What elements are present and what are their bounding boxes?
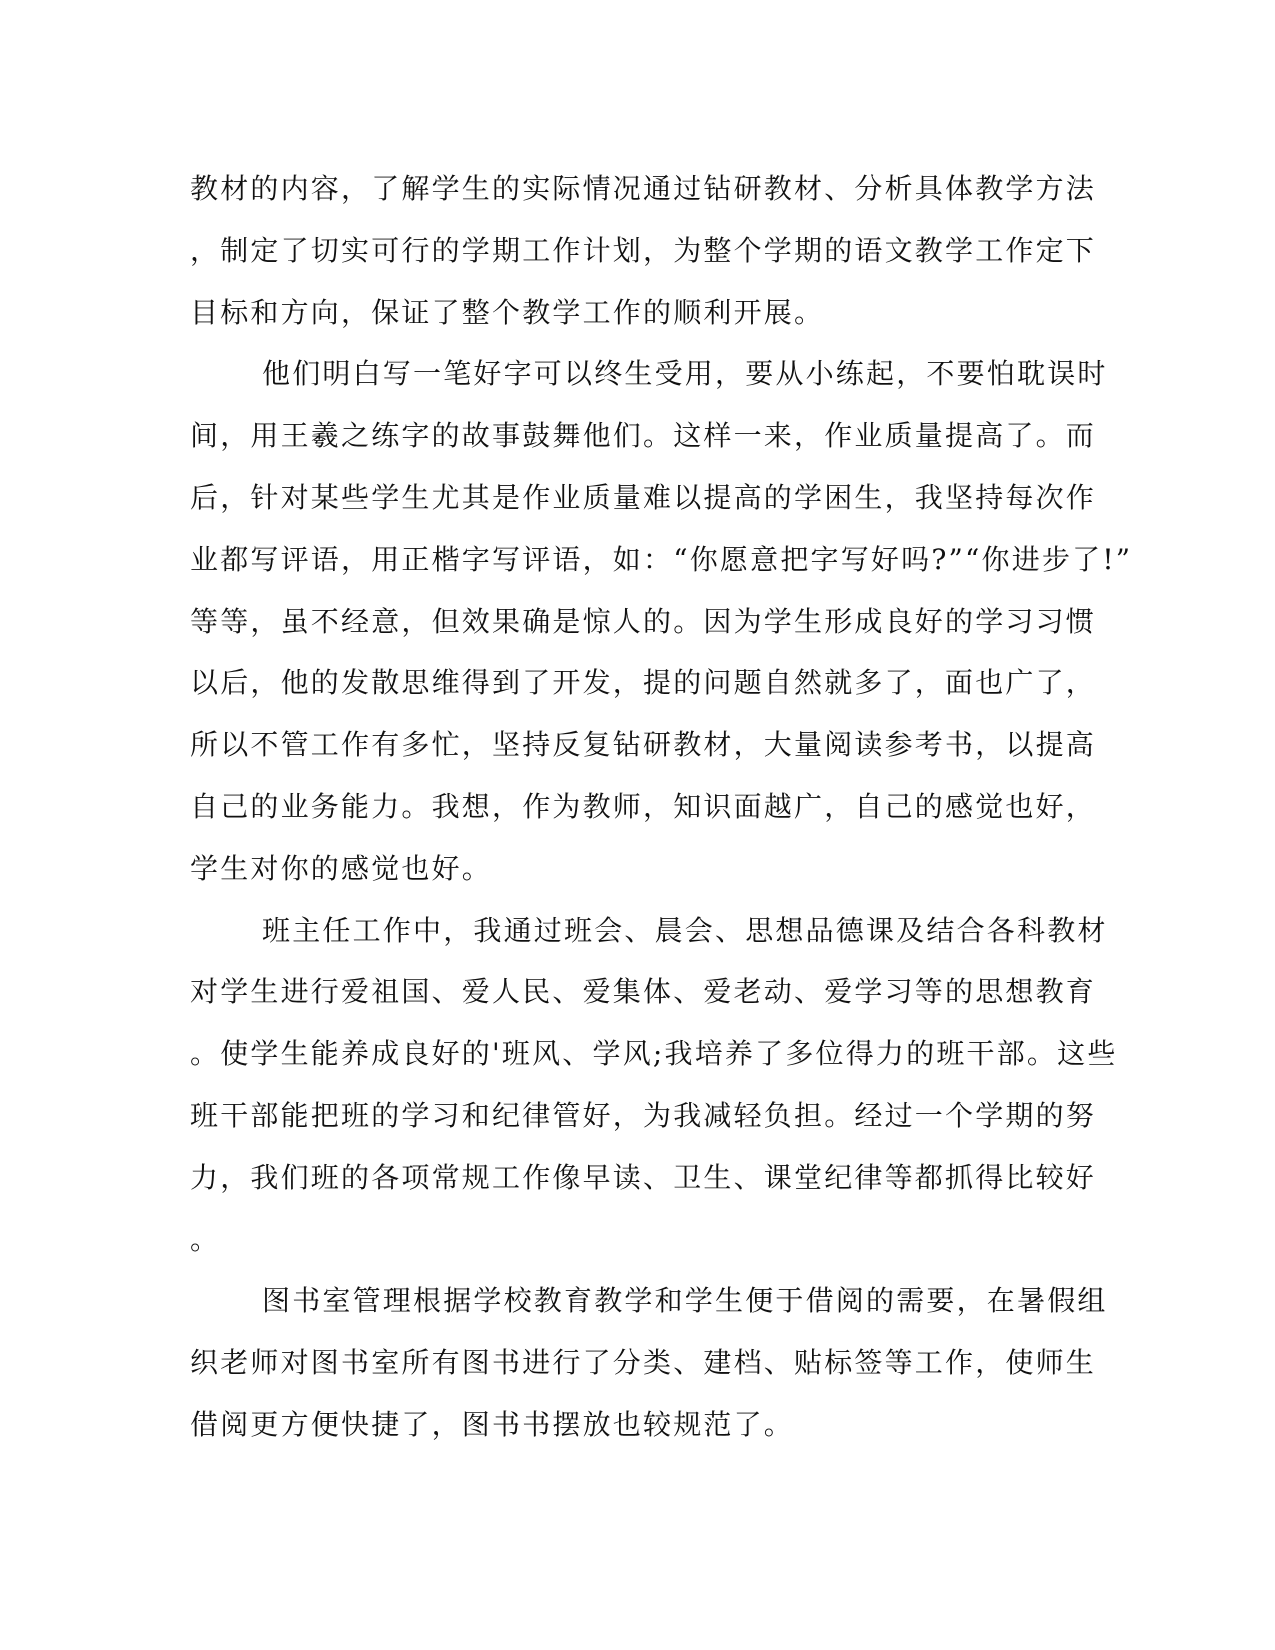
paragraph-2	[190, 343, 1133, 899]
text-line: 。使学生能养成良好的'班风、学风;我培养了多位得力的班干部。这些	[190, 1037, 1118, 1071]
text-line: 他们明白写一笔好字可以终生受用，要从小练起，不要怕耽误时	[262, 357, 1108, 391]
text-line: 对学生进行爱祖国、爱人民、爱集体、爱老动、爱学习等的思想教育	[190, 975, 1097, 1009]
text-line: 力，我们班的各项常规工作像早读、卫生、课堂纪律等都抓得比较好	[190, 1160, 1097, 1194]
text-line: 教材的内容，了解学生的实际情况通过钻研教材、分析具体教学方法	[190, 172, 1097, 205]
text-line: 业都写评语，用正楷字写评语，如：“你愿意把字写好吗?”“你进步了!”	[190, 542, 1133, 576]
paragraph-3	[190, 900, 1118, 1271]
text-line: 班主任工作中，我通过班会、晨会、思想品德课及结合各科教材	[262, 913, 1108, 947]
text-line: 后，针对某些学生尤其是作业质量难以提高的学困生，我坚持每次作	[190, 480, 1097, 514]
paragraph-4	[190, 1270, 1108, 1455]
text-line: 班干部能把班的学习和纪律管好，为我减轻负担。经过一个学期的努	[190, 1098, 1097, 1132]
text-line: 间，用王羲之练字的故事鼓舞他们。这样一来，作业质量提高了。而	[190, 419, 1097, 453]
text-line: 织老师对图书室所有图书进行了分类、建档、贴标签等工作，使师生	[190, 1346, 1097, 1380]
text-line: 自己的业务能力。我想，作为教师，知识面越广，自己的感觉也好，	[190, 789, 1097, 823]
text-line: 学生对你的感觉也好。	[190, 851, 493, 885]
text-line: 。	[190, 1222, 221, 1256]
text-line: 等等，虽不经意，但效果确是惊人的。因为学生形成良好的学习习惯	[190, 604, 1097, 638]
paragraph-1	[190, 158, 1097, 343]
text-line: 图书室管理根据学校教育教学和学生便于借阅的需要，在暑假组	[262, 1284, 1108, 1318]
text-line: 所以不管工作有多忙，坚持反复钻研教材，大量阅读参考书，以提高	[190, 728, 1097, 762]
text-line: 以后，他的发散思维得到了开发，提的问题自然就多了，面也广了，	[190, 666, 1097, 700]
text-line: 借阅更方便快捷了，图书书摆放也较规范了。	[190, 1407, 795, 1441]
text-line: ，制定了切实可行的学期工作计划，为整个学期的语文教学工作定下	[190, 233, 1097, 267]
text-line: 目标和方向，保证了整个教学工作的顺利开展。	[190, 295, 825, 329]
document-body	[190, 158, 1133, 1456]
